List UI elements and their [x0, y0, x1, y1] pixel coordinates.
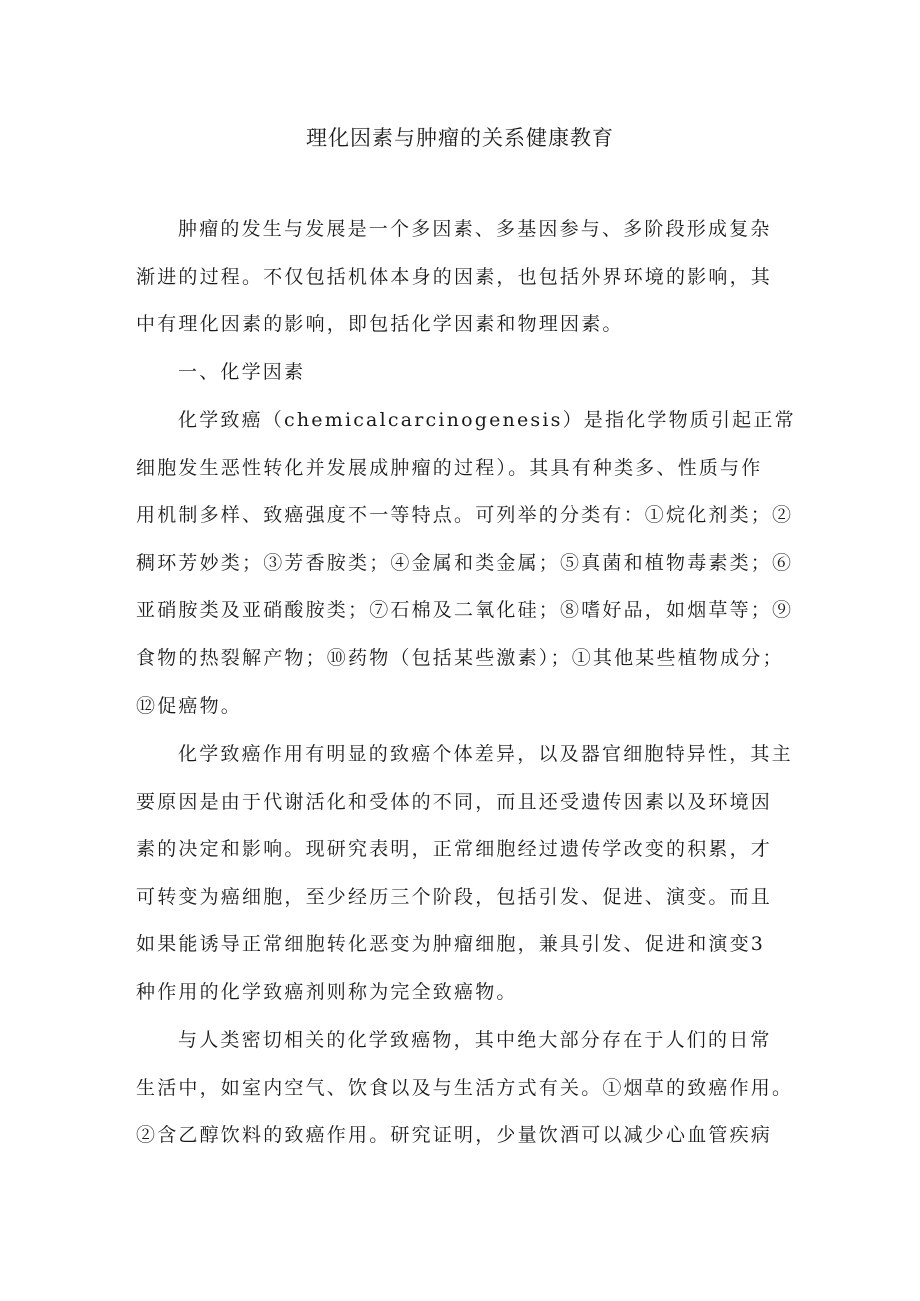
paragraph-intro — [136, 206, 796, 349]
paragraph-line: 稠环芳妙类；③芳香胺类；④金属和类金属；⑤真菌和植物毒素类；⑥ — [136, 551, 794, 574]
paragraph-line: 种作用的化学致癌剂则称为完全致癌物。 — [136, 980, 518, 1003]
paragraph-line: 细胞发生恶性转化并发展成肿瘤的过程）。其具有种类多、性质与作 — [136, 456, 763, 479]
paragraph-line: 食物的热裂解产物；⑩药物（包括某些激素）；①其他某些植物成分； — [136, 646, 784, 669]
paragraph-line: 与人类密切相关的化学致癌物，其中绝大部分存在于人们的日常 — [178, 1029, 772, 1051]
paragraph-line: 素的决定和影响。现研究表明，正常细胞经过遗传学改变的积累，才 — [136, 838, 773, 861]
paragraph-line: 生活中，如室内空气、饮食以及与生活方式有关。①烟草的致癌作用。 — [136, 1076, 794, 1099]
paragraph-individual-differences — [136, 731, 796, 1017]
paragraph-line: 化学致癌作用有明显的致癌个体差异，以及器官细胞特异性，其主 — [178, 743, 793, 765]
paragraph-line: ⑫促癌物。 — [136, 694, 243, 717]
document-title: 理化因素与肿瘤的关系健康教育 — [306, 126, 614, 150]
section-heading: 一、化学因素 — [178, 361, 306, 383]
paragraph-line: 可转变为癌细胞，至少经历三个阶段，包括引发、促进、演变。而且 — [136, 885, 773, 908]
paragraph-line: 要原因是由于代谢活化和受体的不同，而且还受遗传因素以及环境因 — [136, 790, 773, 813]
paragraph-daily-life — [136, 1017, 796, 1160]
paragraph-line: 化学致癌（chemicalcarcinogenesis）是指化学物质引起正常 — [178, 409, 796, 431]
paragraph-line: 如果能诱导正常细胞转化恶变为肿瘤细胞，兼具引发、促进和演变3 — [136, 933, 766, 956]
paragraph-line: 渐进的过程。不仅包括机体本身的因素，也包括外界环境的影响，其 — [136, 265, 773, 288]
paragraph-line: 用机制多样、致癌强度不一等特点。可列举的分类有：①烷化剂类；② — [136, 504, 794, 527]
paragraph-line: 中有理化因素的影响，即包括化学因素和物理因素。 — [136, 313, 624, 336]
paragraph-line: 肿瘤的发生与发展是一个多因素、多基因参与、多阶段形成复杂 — [178, 218, 772, 240]
paragraph-line: 亚硝胺类及亚硝酸胺类；⑦石棉及二氧化硅；⑧嗜好品，如烟草等；⑨ — [136, 599, 794, 622]
paragraph-chemical-carcinogenesis — [136, 397, 796, 730]
paragraph-line: ②含乙醇饮料的致癌作用。研究证明，少量饮酒可以减少心血管疾病 — [136, 1124, 773, 1147]
